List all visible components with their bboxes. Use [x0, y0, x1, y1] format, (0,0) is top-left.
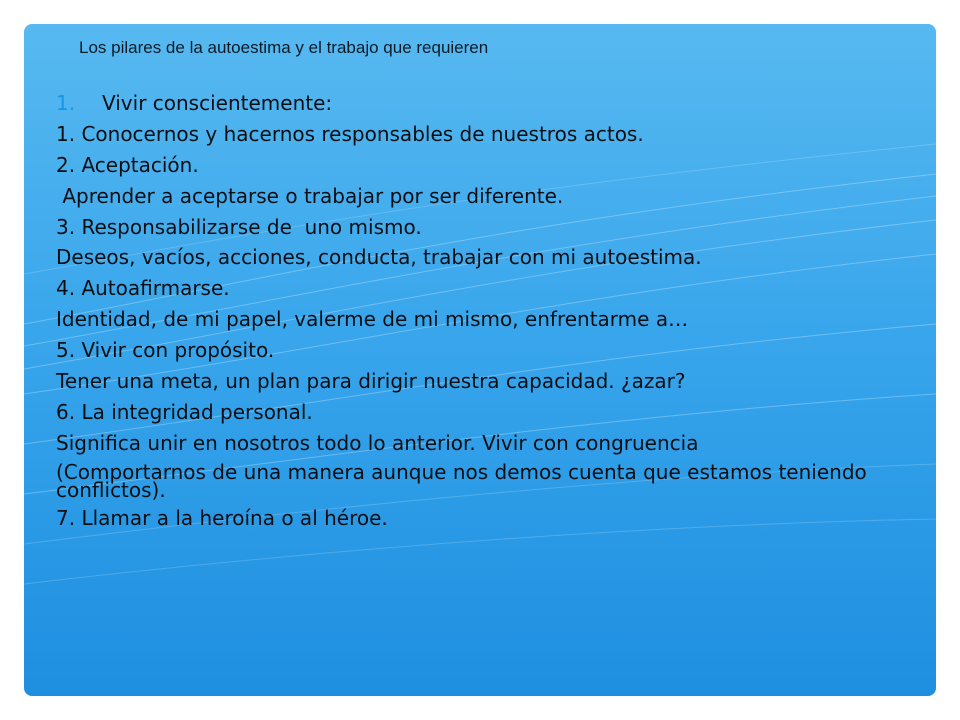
- body-line: Aprender a aceptarse o trabajar por ser diferente.: [56, 183, 564, 208]
- body-line: Significa unir en nosotros todo lo anterior. Vivir con congruencia: [56, 430, 699, 455]
- slide-title: Los pilares de la autoestima y el trabajo que requieren: [79, 38, 489, 57]
- body-line: Deseos, vacíos, acciones, conducta, trabajar con mi autoestima.: [56, 245, 702, 270]
- list-item-heading: [56, 92, 916, 116]
- body-line: 2. Aceptación.: [56, 152, 199, 177]
- body-line: Identidad, de mi papel, valerme de mi mismo, enfrentarme a…: [56, 307, 689, 332]
- body-line: 3. Responsabilizarse de uno mismo.: [56, 214, 422, 239]
- body-line: 4. Autoafirmarse.: [56, 276, 230, 301]
- body-line: (Comportarnos de una manera aunque nos demos cuenta que estamos teniendo conflictos).: [56, 459, 867, 503]
- body-line: 5. Vivir con propósito.: [56, 338, 275, 363]
- body-line: 1. Conocernos y hacernos responsables de nuestros actos.: [56, 121, 644, 146]
- slide-body: [56, 92, 916, 538]
- list-item-text: Vivir conscientemente:: [102, 91, 333, 115]
- body-line: 6. La integridad personal.: [56, 399, 313, 424]
- list-number: 1.: [56, 91, 76, 115]
- body-line: 7. Llamar a la heroína o al héroe.: [56, 506, 388, 531]
- body-line: Tener una meta, un plan para dirigir nuestra capacidad. ¿azar?: [56, 369, 686, 394]
